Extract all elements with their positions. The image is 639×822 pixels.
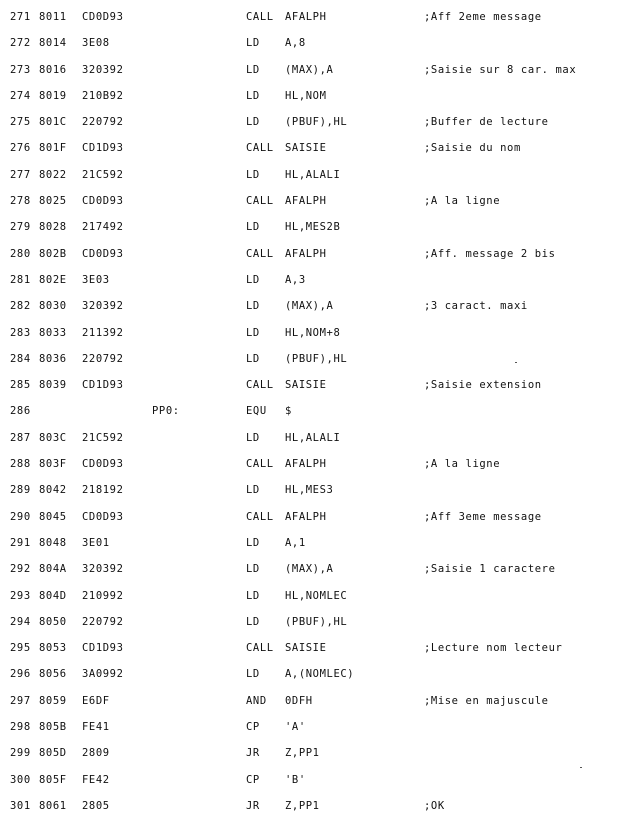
opcode-bytes: FE42: [82, 773, 110, 786]
line-number: 278: [10, 195, 31, 208]
line-number: 297: [10, 694, 31, 707]
address: 8042: [39, 484, 67, 497]
opcode-bytes: 320392: [82, 300, 124, 313]
opcode-bytes: 3E08: [82, 37, 110, 50]
address: 802E: [39, 273, 67, 286]
opcode-bytes: E6DF: [82, 694, 110, 707]
address: 805D: [39, 747, 67, 760]
line-number: 300: [10, 773, 31, 786]
comment: ;Aff 2eme message: [424, 11, 542, 23]
scan-speck: [515, 362, 517, 363]
listing-row: [0, 533, 639, 559]
address: 8045: [39, 510, 67, 523]
listing-row: [0, 60, 639, 86]
operand: (MAX),A: [285, 563, 334, 576]
opcode-bytes: CD1D93: [82, 642, 124, 655]
listing-row: [0, 86, 639, 112]
mnemonic: LD: [246, 615, 260, 628]
opcode-bytes: 210992: [82, 589, 124, 602]
opcode-bytes: 320392: [82, 563, 124, 576]
opcode-bytes: 220792: [82, 116, 124, 129]
mnemonic: CALL: [246, 642, 274, 655]
listing-row: [0, 428, 639, 454]
address: 803F: [39, 458, 67, 471]
operand: AFALPH: [285, 11, 327, 23]
mnemonic: LD: [246, 89, 260, 102]
mnemonic: CALL: [246, 458, 274, 471]
operand: HL,ALALI: [285, 431, 341, 444]
opcode-bytes: CD0D93: [82, 510, 124, 523]
mnemonic: LD: [246, 563, 260, 576]
listing-row: [0, 796, 639, 822]
listing-row: [0, 454, 639, 480]
address: 8056: [39, 668, 67, 681]
address: 804D: [39, 589, 67, 602]
opcode-bytes: CD0D93: [82, 247, 124, 260]
operand: HL,ALALI: [285, 168, 341, 181]
line-number: 275: [10, 116, 31, 129]
mnemonic: LD: [246, 300, 260, 313]
comment: ;A la ligne: [424, 195, 501, 208]
line-number: 293: [10, 589, 31, 602]
line-number: 296: [10, 668, 31, 681]
comment: ;Saisie 1 caractere: [424, 563, 556, 576]
opcode-bytes: 2809: [82, 747, 110, 760]
mnemonic: AND: [246, 694, 267, 707]
listing-row: [0, 296, 639, 322]
mnemonic: LD: [246, 221, 260, 234]
mnemonic: EQU: [246, 405, 267, 418]
line-number: 288: [10, 458, 31, 471]
listing-row: [0, 375, 639, 401]
operand: 0DFH: [285, 694, 313, 707]
line-number: 294: [10, 615, 31, 628]
listing-row: [0, 112, 639, 138]
mnemonic: CALL: [246, 510, 274, 523]
mnemonic: LD: [246, 273, 260, 286]
line-number: 272: [10, 37, 31, 50]
address: 802B: [39, 247, 67, 260]
operand: 'B': [285, 773, 306, 786]
operand: HL,MES3: [285, 484, 334, 497]
operand: (PBUF),HL: [285, 352, 348, 365]
listing-row: [0, 638, 639, 664]
line-number: 279: [10, 221, 31, 234]
listing-row: [0, 217, 639, 243]
address: 801C: [39, 116, 67, 129]
opcode-bytes: 3A0992: [82, 668, 124, 681]
mnemonic: LD: [246, 37, 260, 50]
opcode-bytes: 210B92: [82, 89, 124, 102]
line-number: 271: [10, 11, 31, 23]
line-number: 273: [10, 63, 31, 76]
comment: ;Saisie du nom: [424, 142, 521, 155]
operand: Z,PP1: [285, 747, 320, 760]
mnemonic: LD: [246, 589, 260, 602]
address: 8050: [39, 615, 67, 628]
mnemonic: CP: [246, 773, 260, 786]
line-number: 286: [10, 405, 31, 418]
mnemonic: LD: [246, 484, 260, 497]
comment: ;3 caract. maxi: [424, 300, 528, 313]
listing-row: [0, 612, 639, 638]
operand: A,8: [285, 37, 306, 50]
line-number: 283: [10, 326, 31, 339]
operand: A,1: [285, 536, 306, 549]
operand: (PBUF),HL: [285, 116, 348, 129]
listing-row: [0, 401, 639, 427]
address: 805B: [39, 721, 67, 734]
operand: Z,PP1: [285, 799, 320, 812]
opcode-bytes: 3E03: [82, 273, 110, 286]
mnemonic: LD: [246, 352, 260, 365]
line-number: 280: [10, 247, 31, 260]
operand: 'A': [285, 721, 306, 734]
mnemonic: LD: [246, 326, 260, 339]
line-number: 289: [10, 484, 31, 497]
address: 8016: [39, 63, 67, 76]
listing-row: [0, 664, 639, 690]
line-number: 301: [10, 799, 31, 812]
comment: ;OK: [424, 799, 445, 812]
listing-row: [0, 743, 639, 769]
mnemonic: JR: [246, 799, 260, 812]
listing-row: [0, 717, 639, 743]
line-number: 299: [10, 747, 31, 760]
mnemonic: CALL: [246, 195, 274, 208]
mnemonic: CALL: [246, 379, 274, 392]
line-number: 282: [10, 300, 31, 313]
opcode-bytes: 220792: [82, 615, 124, 628]
mnemonic: CP: [246, 721, 260, 734]
line-number: 274: [10, 89, 31, 102]
comment: ;Buffer de lecture: [424, 116, 549, 129]
address: 8025: [39, 195, 67, 208]
label: PP0:: [152, 405, 180, 418]
listing-row: [0, 33, 639, 59]
address: 8028: [39, 221, 67, 234]
line-number: 277: [10, 168, 31, 181]
mnemonic: LD: [246, 536, 260, 549]
address: 804A: [39, 563, 67, 576]
operand: AFALPH: [285, 247, 327, 260]
line-number: 291: [10, 536, 31, 549]
scan-speck: [580, 767, 582, 768]
operand: (PBUF),HL: [285, 615, 348, 628]
opcode-bytes: 3E01: [82, 536, 110, 549]
address: 805F: [39, 773, 67, 786]
operand: HL,NOM: [285, 89, 327, 102]
address: 8033: [39, 326, 67, 339]
operand: HL,MES2B: [285, 221, 341, 234]
operand: AFALPH: [285, 458, 327, 471]
mnemonic: LD: [246, 168, 260, 181]
mnemonic: CALL: [246, 142, 274, 155]
operand: AFALPH: [285, 195, 327, 208]
listing-row: [0, 138, 639, 164]
comment: ;A la ligne: [424, 458, 501, 471]
listing-row: [0, 691, 639, 717]
line-number: 281: [10, 273, 31, 286]
address: 8036: [39, 352, 67, 365]
opcode-bytes: 21C592: [82, 431, 124, 444]
listing-row: [0, 323, 639, 349]
comment: ;Saisie sur 8 car. max: [424, 63, 577, 76]
address: 8019: [39, 89, 67, 102]
opcode-bytes: CD0D93: [82, 11, 124, 23]
comment: ;Aff 3eme message: [424, 510, 542, 523]
operand: SAISIE: [285, 642, 327, 655]
opcode-bytes: 217492: [82, 221, 124, 234]
operand: HL,NOMLEC: [285, 589, 348, 602]
address: 8039: [39, 379, 67, 392]
address: 8014: [39, 37, 67, 50]
operand: AFALPH: [285, 510, 327, 523]
line-number: 295: [10, 642, 31, 655]
address: 8048: [39, 536, 67, 549]
address: 8053: [39, 642, 67, 655]
listing-row: [0, 770, 639, 796]
opcode-bytes: CD0D93: [82, 458, 124, 471]
line-number: 276: [10, 142, 31, 155]
listing-row: [0, 507, 639, 533]
operand: (MAX),A: [285, 63, 334, 76]
listing-row: [0, 191, 639, 217]
line-number: 290: [10, 510, 31, 523]
mnemonic: CALL: [246, 11, 274, 23]
line-number: 292: [10, 563, 31, 576]
address: 8030: [39, 300, 67, 313]
address: 8061: [39, 799, 67, 812]
listing-row: [0, 559, 639, 585]
opcode-bytes: 320392: [82, 63, 124, 76]
mnemonic: LD: [246, 116, 260, 129]
mnemonic: JR: [246, 747, 260, 760]
operand: A,3: [285, 273, 306, 286]
address: 8011: [39, 11, 67, 23]
address: 8022: [39, 168, 67, 181]
address: 803C: [39, 431, 67, 444]
line-number: 285: [10, 379, 31, 392]
opcode-bytes: 218192: [82, 484, 124, 497]
opcode-bytes: 220792: [82, 352, 124, 365]
listing-row: [0, 165, 639, 191]
comment: ;Saisie extension: [424, 379, 542, 392]
listing-row: [0, 349, 639, 375]
mnemonic: LD: [246, 63, 260, 76]
line-number: 298: [10, 721, 31, 734]
opcode-bytes: 211392: [82, 326, 124, 339]
opcode-bytes: 2805: [82, 799, 110, 812]
operand: $: [285, 405, 292, 418]
line-number: 287: [10, 431, 31, 444]
opcode-bytes: CD1D93: [82, 379, 124, 392]
comment: ;Lecture nom lecteur: [424, 642, 563, 655]
opcode-bytes: 21C592: [82, 168, 124, 181]
operand: HL,NOM+8: [285, 326, 341, 339]
listing-row: [0, 7, 639, 33]
operand: SAISIE: [285, 379, 327, 392]
address: 8059: [39, 694, 67, 707]
address: 801F: [39, 142, 67, 155]
line-number: 284: [10, 352, 31, 365]
listing-row: [0, 586, 639, 612]
mnemonic: LD: [246, 431, 260, 444]
operand: SAISIE: [285, 142, 327, 155]
mnemonic: LD: [246, 668, 260, 681]
opcode-bytes: CD0D93: [82, 195, 124, 208]
comment: ;Mise en majuscule: [424, 694, 549, 707]
opcode-bytes: CD1D93: [82, 142, 124, 155]
opcode-bytes: FE41: [82, 721, 110, 734]
listing-row: [0, 270, 639, 296]
listing-row: [0, 480, 639, 506]
comment: ;Aff. message 2 bis: [424, 247, 556, 260]
operand: A,(NOMLEC): [285, 668, 355, 681]
mnemonic: CALL: [246, 247, 274, 260]
operand: (MAX),A: [285, 300, 334, 313]
assembly-listing: [0, 7, 639, 822]
listing-row: [0, 244, 639, 270]
